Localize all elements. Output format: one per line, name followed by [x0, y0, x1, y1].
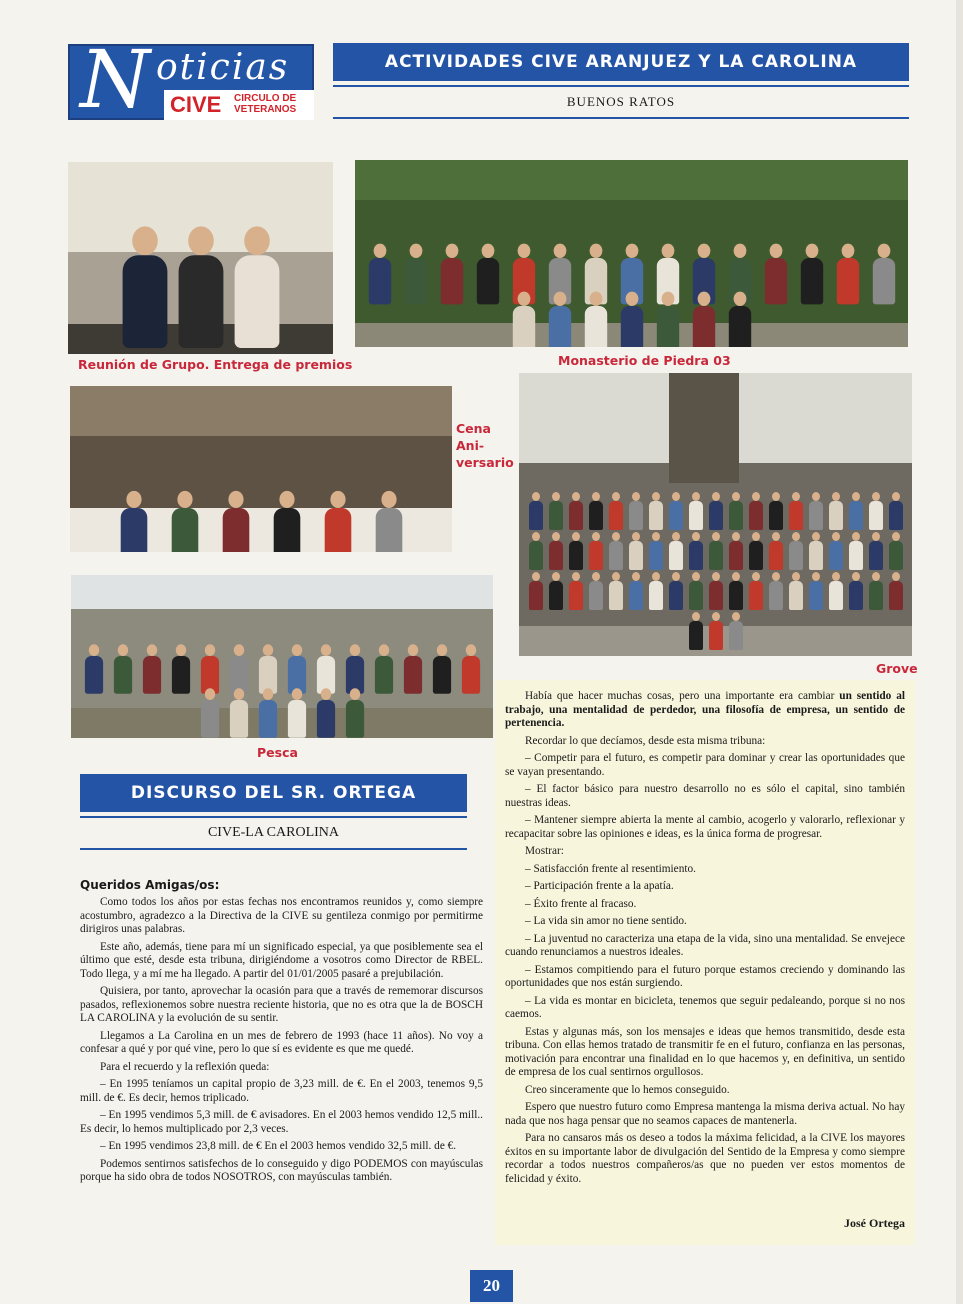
discurso-right-column	[505, 690, 905, 1190]
person-figure	[228, 688, 249, 737]
person-figure	[828, 532, 844, 570]
logo-word: oticias	[156, 47, 290, 88]
photo-monasterio	[355, 160, 908, 347]
left-paragraph: Para el recuerdo y la reflexión queda:	[100, 1060, 270, 1073]
person-figure	[848, 572, 864, 610]
right-paragraph: – La vida es montar en bicicleta, tenemos que seguir pedaleando, porque si no nos caemos.	[505, 994, 905, 1020]
logo-circulo-line1: CIRCULO DE	[234, 93, 297, 104]
person-figure	[748, 532, 764, 570]
left-paragraph: Como todos los años por estas fechas nos encontramos reunidos y, como siempre acostumbro, agradezco a la Directiva de la CIVE su gentileza conmigo por permitirme dirigiros unas palabras.	[80, 896, 483, 935]
person-figure	[528, 492, 544, 530]
right-paragraph: – Competir para el futuro, es competir para dominar y crear las oportunidades que se vayan presentando.	[505, 752, 905, 778]
person-figure	[808, 572, 824, 610]
right-paragraph: Estas y algunas más, son los mensajes e ideas que hemos transmitido, desde esta tribuna. Con ellas hemos tratado de transmitir fe en el futuro, confianza en las personas, motivación para encontrar una finalidad en lo que hacemos y, en definitiva, un sentido de empresa de los cual sentirnos orgullosos.	[505, 1025, 905, 1078]
caption-cena-line3: versario	[456, 455, 514, 470]
person-figure	[588, 532, 604, 570]
person-figure	[728, 572, 744, 610]
right-paragraph: – Estamos compitiendo para el futuro porque estamos creciendo y dominando las oportunidades que nos están surgiendo.	[505, 963, 905, 989]
right-intro-bold: un sentido al trabajo, una mentalidad de perdedor, una filosofía de empresa, un sentido de pertenencia.	[505, 690, 906, 729]
person-figure	[439, 244, 465, 305]
person-figure	[648, 492, 664, 530]
page-edge	[956, 0, 963, 1304]
person-figure	[848, 532, 864, 570]
person-figure	[808, 492, 824, 530]
photo-cena	[70, 386, 452, 552]
person-figure	[403, 244, 429, 305]
person-figure	[708, 532, 724, 570]
person-figure	[322, 491, 352, 552]
left-paragraph: Podemos sentirnos satisfechos de lo conseguido y digo PODEMOS con mayúsculas porque ha sido obra de todos NOSOTROS, con mayúsculas también.	[80, 1157, 483, 1183]
right-intro-text: Había que hacer muchas cosas, pero una importante era cambiar	[525, 690, 835, 702]
person-figure	[688, 612, 704, 650]
person-figure	[373, 645, 394, 694]
right-paragraph: – Satisfacción frente al resentimiento.	[525, 862, 696, 875]
person-figure	[431, 645, 452, 694]
person-figure	[668, 532, 684, 570]
person-figure	[808, 532, 824, 570]
person-figure	[344, 645, 365, 694]
person-figure	[648, 572, 664, 610]
person-figure	[688, 532, 704, 570]
person-figure	[257, 645, 278, 694]
person-figure	[727, 292, 753, 347]
section-subtitle: BUENOS RATOS	[333, 85, 909, 119]
right-intro	[505, 690, 905, 731]
person-figure	[628, 492, 644, 530]
left-paragraph: Quisiera, por tanto, aprovechar la ocasión para que a través de rememorar discursos pasados, reflexionemos sobre nuestra reciente historia, que no es otra que la de BOSCH LA CAROLINA y la evolución de su sentir.	[80, 985, 483, 1024]
right-paragraph: – La juventud no caracteriza una etapa de la vida, sino una mentalidad. Se envejece cuando renunciamos a nuestros ideales.	[505, 932, 905, 958]
right-paragraph: – Éxito frente al fracaso.	[525, 897, 637, 910]
person-figure	[547, 292, 573, 347]
person-figure	[83, 645, 104, 694]
person-figure	[655, 292, 681, 347]
photo-pesca	[71, 575, 493, 738]
person-figure	[588, 572, 604, 610]
caption-cena-line2: Ani-	[456, 438, 485, 453]
person-figure	[668, 492, 684, 530]
person-figure	[708, 612, 724, 650]
person-figure	[888, 492, 904, 530]
person-figure	[691, 292, 717, 347]
person-figure	[568, 492, 584, 530]
person-figure	[799, 244, 825, 305]
person-figure	[728, 532, 744, 570]
person-figure	[628, 532, 644, 570]
discurso-left-column	[80, 896, 483, 1189]
person-figure	[748, 492, 764, 530]
person-figure	[548, 492, 564, 530]
right-paragraph: – Mantener siempre abierta la mente al cambio, acogerlo y valorarlo, reflexionar y recapacitar sobre las opiniones e ideas, es la única forma de progresar.	[505, 814, 905, 840]
person-figure	[315, 688, 336, 737]
logo-circulo	[234, 93, 296, 115]
caption-cena	[456, 420, 514, 471]
person-figure	[868, 532, 884, 570]
person-figure	[568, 532, 584, 570]
person-figure	[367, 244, 393, 305]
person-figure	[583, 292, 609, 347]
person-figure	[460, 645, 481, 694]
person-figure	[763, 244, 789, 305]
person-figure	[228, 645, 249, 694]
left-paragraph: – En 1995 vendimos 23,8 mill. de € En el 2003 hemos vendido 32,5 mill. de €.	[100, 1140, 457, 1152]
photo-grove	[519, 373, 912, 656]
person-figure	[748, 572, 764, 610]
monument	[669, 373, 739, 483]
left-paragraph: Este año, además, tiene para mí un significado especial, ya que posiblemente sea el último que esté, desde esta tribuna, dirigiéndome a vosotros como Director de RBEL. Todo llega, y a mí me ha llegado. A partir del 01/01/2005 pasaré a prejubilación.	[80, 940, 483, 980]
person-figure	[548, 532, 564, 570]
person-figure	[708, 572, 724, 610]
person-figure	[169, 491, 199, 552]
person-figure	[220, 491, 250, 552]
person-figure	[828, 492, 844, 530]
person-figure	[199, 645, 220, 694]
right-paragraph: Creo sinceramente que lo hemos conseguido.	[525, 1083, 730, 1096]
person-figure	[708, 492, 724, 530]
caption-cena-line1: Cena	[456, 421, 491, 436]
right-paragraph: Para no cansaros más os deseo a todos la máxima felicidad, a la CIVE los mayores éxitos en su importante labor de divulgación del Sentido de la Empresa y como siempre recordar a todos nuestros compañeros/as que no pueden ver estos momentos de felicidad y éxito.	[505, 1132, 905, 1185]
person-figure	[112, 645, 133, 694]
caption-reunion: Reunión de Grupo. Entrega de premios	[78, 357, 353, 372]
person-figure	[608, 572, 624, 610]
person-figure	[619, 292, 645, 347]
person-figure	[788, 492, 804, 530]
left-paragraph: – En 1995 vendimos 5,3 mill. de € avisadores. En el 2003 hemos vendido 12,5 mill.. Es decir, lo hemos multiplicado por 2,3 veces.	[80, 1109, 483, 1135]
person-figure	[568, 572, 584, 610]
logo-cive: CIVE	[170, 92, 222, 117]
person-figure	[788, 532, 804, 570]
person-figure	[373, 491, 403, 552]
person-figure	[511, 292, 537, 347]
discurso-subtitle: CIVE-LA CAROLINA	[80, 816, 467, 850]
greeting: Queridos Amigas/os:	[80, 878, 220, 892]
person-figure	[768, 492, 784, 530]
caption-pesca: Pesca	[257, 745, 298, 760]
caption-monasterio: Monasterio de Piedra 03	[558, 353, 731, 368]
person-figure	[868, 572, 884, 610]
right-paragraph: – La vida sin amor no tiene sentido.	[525, 915, 687, 927]
person-figure	[688, 572, 704, 610]
person-figure	[728, 492, 744, 530]
person-figure	[848, 492, 864, 530]
person-figure	[588, 492, 604, 530]
person-figure	[608, 532, 624, 570]
noticias-cive-logo	[68, 33, 314, 126]
person-figure	[199, 688, 220, 737]
discurso-title: DISCURSO DEL SR. ORTEGA	[80, 774, 467, 812]
person-figure	[286, 688, 307, 737]
logo-initial: N	[80, 33, 150, 126]
person-figure	[768, 572, 784, 610]
logo-circulo-line2: VETERANOS	[234, 104, 297, 115]
page-number: 20	[470, 1270, 513, 1302]
person-figure	[528, 572, 544, 610]
person-figure	[344, 688, 365, 737]
person-figure	[402, 645, 423, 694]
person-figure	[888, 532, 904, 570]
person-figure	[835, 244, 861, 305]
person-figure	[648, 532, 664, 570]
person-figure	[888, 572, 904, 610]
person-figure	[141, 645, 162, 694]
left-paragraph: – En 1995 teníamos un capital propio de 3,23 mill. de €. En el 2003, tenemos 9,5 mill. de €. Es decir, hemos triplicado.	[80, 1078, 483, 1104]
right-paragraph: – El factor básico para nuestro desarrollo no es sólo el capital, sino también nuestras ideas.	[505, 783, 905, 809]
logo-panel	[164, 90, 314, 120]
photo-reunion	[68, 162, 333, 354]
right-paragraph: Espero que nuestro futuro como Empresa mantenga la misma deriva actual. No hay nada que nos haga pensar que no seamos capaces de mantenerla.	[505, 1101, 905, 1127]
person-figure	[548, 572, 564, 610]
person-figure	[768, 532, 784, 570]
section-title: ACTIVIDADES CIVE ARANJUEZ Y LA CAROLINA	[333, 43, 909, 81]
left-paragraph: Llegamos a La Carolina en un mes de febrero de 1993 (hace 11 años). No voy a confesar a qué y por qué vine, pero lo que sí es evidente es que me quedé.	[80, 1029, 483, 1055]
person-figure	[286, 645, 307, 694]
person-figure	[668, 572, 684, 610]
right-paragraph: Mostrar:	[525, 845, 564, 857]
person-figure	[868, 492, 884, 530]
person-figure	[475, 244, 501, 305]
right-paragraph: Recordar lo que decíamos, desde esta misma tribuna:	[525, 734, 766, 747]
person-figure	[728, 612, 744, 650]
person-figure	[118, 491, 148, 552]
person-figure	[315, 645, 336, 694]
right-paragraph: – Participación frente a la apatía.	[525, 880, 674, 892]
signature: José Ortega	[844, 1216, 905, 1230]
person-figure	[271, 491, 301, 552]
person-figure	[688, 492, 704, 530]
person-figure	[788, 572, 804, 610]
person-figure	[828, 572, 844, 610]
person-figure	[170, 645, 191, 694]
person-figure	[871, 244, 897, 305]
person-figure	[528, 532, 544, 570]
caption-grove: Grove	[876, 661, 918, 676]
person-figure	[257, 688, 278, 737]
person-figure	[608, 492, 624, 530]
person-figure	[628, 572, 644, 610]
